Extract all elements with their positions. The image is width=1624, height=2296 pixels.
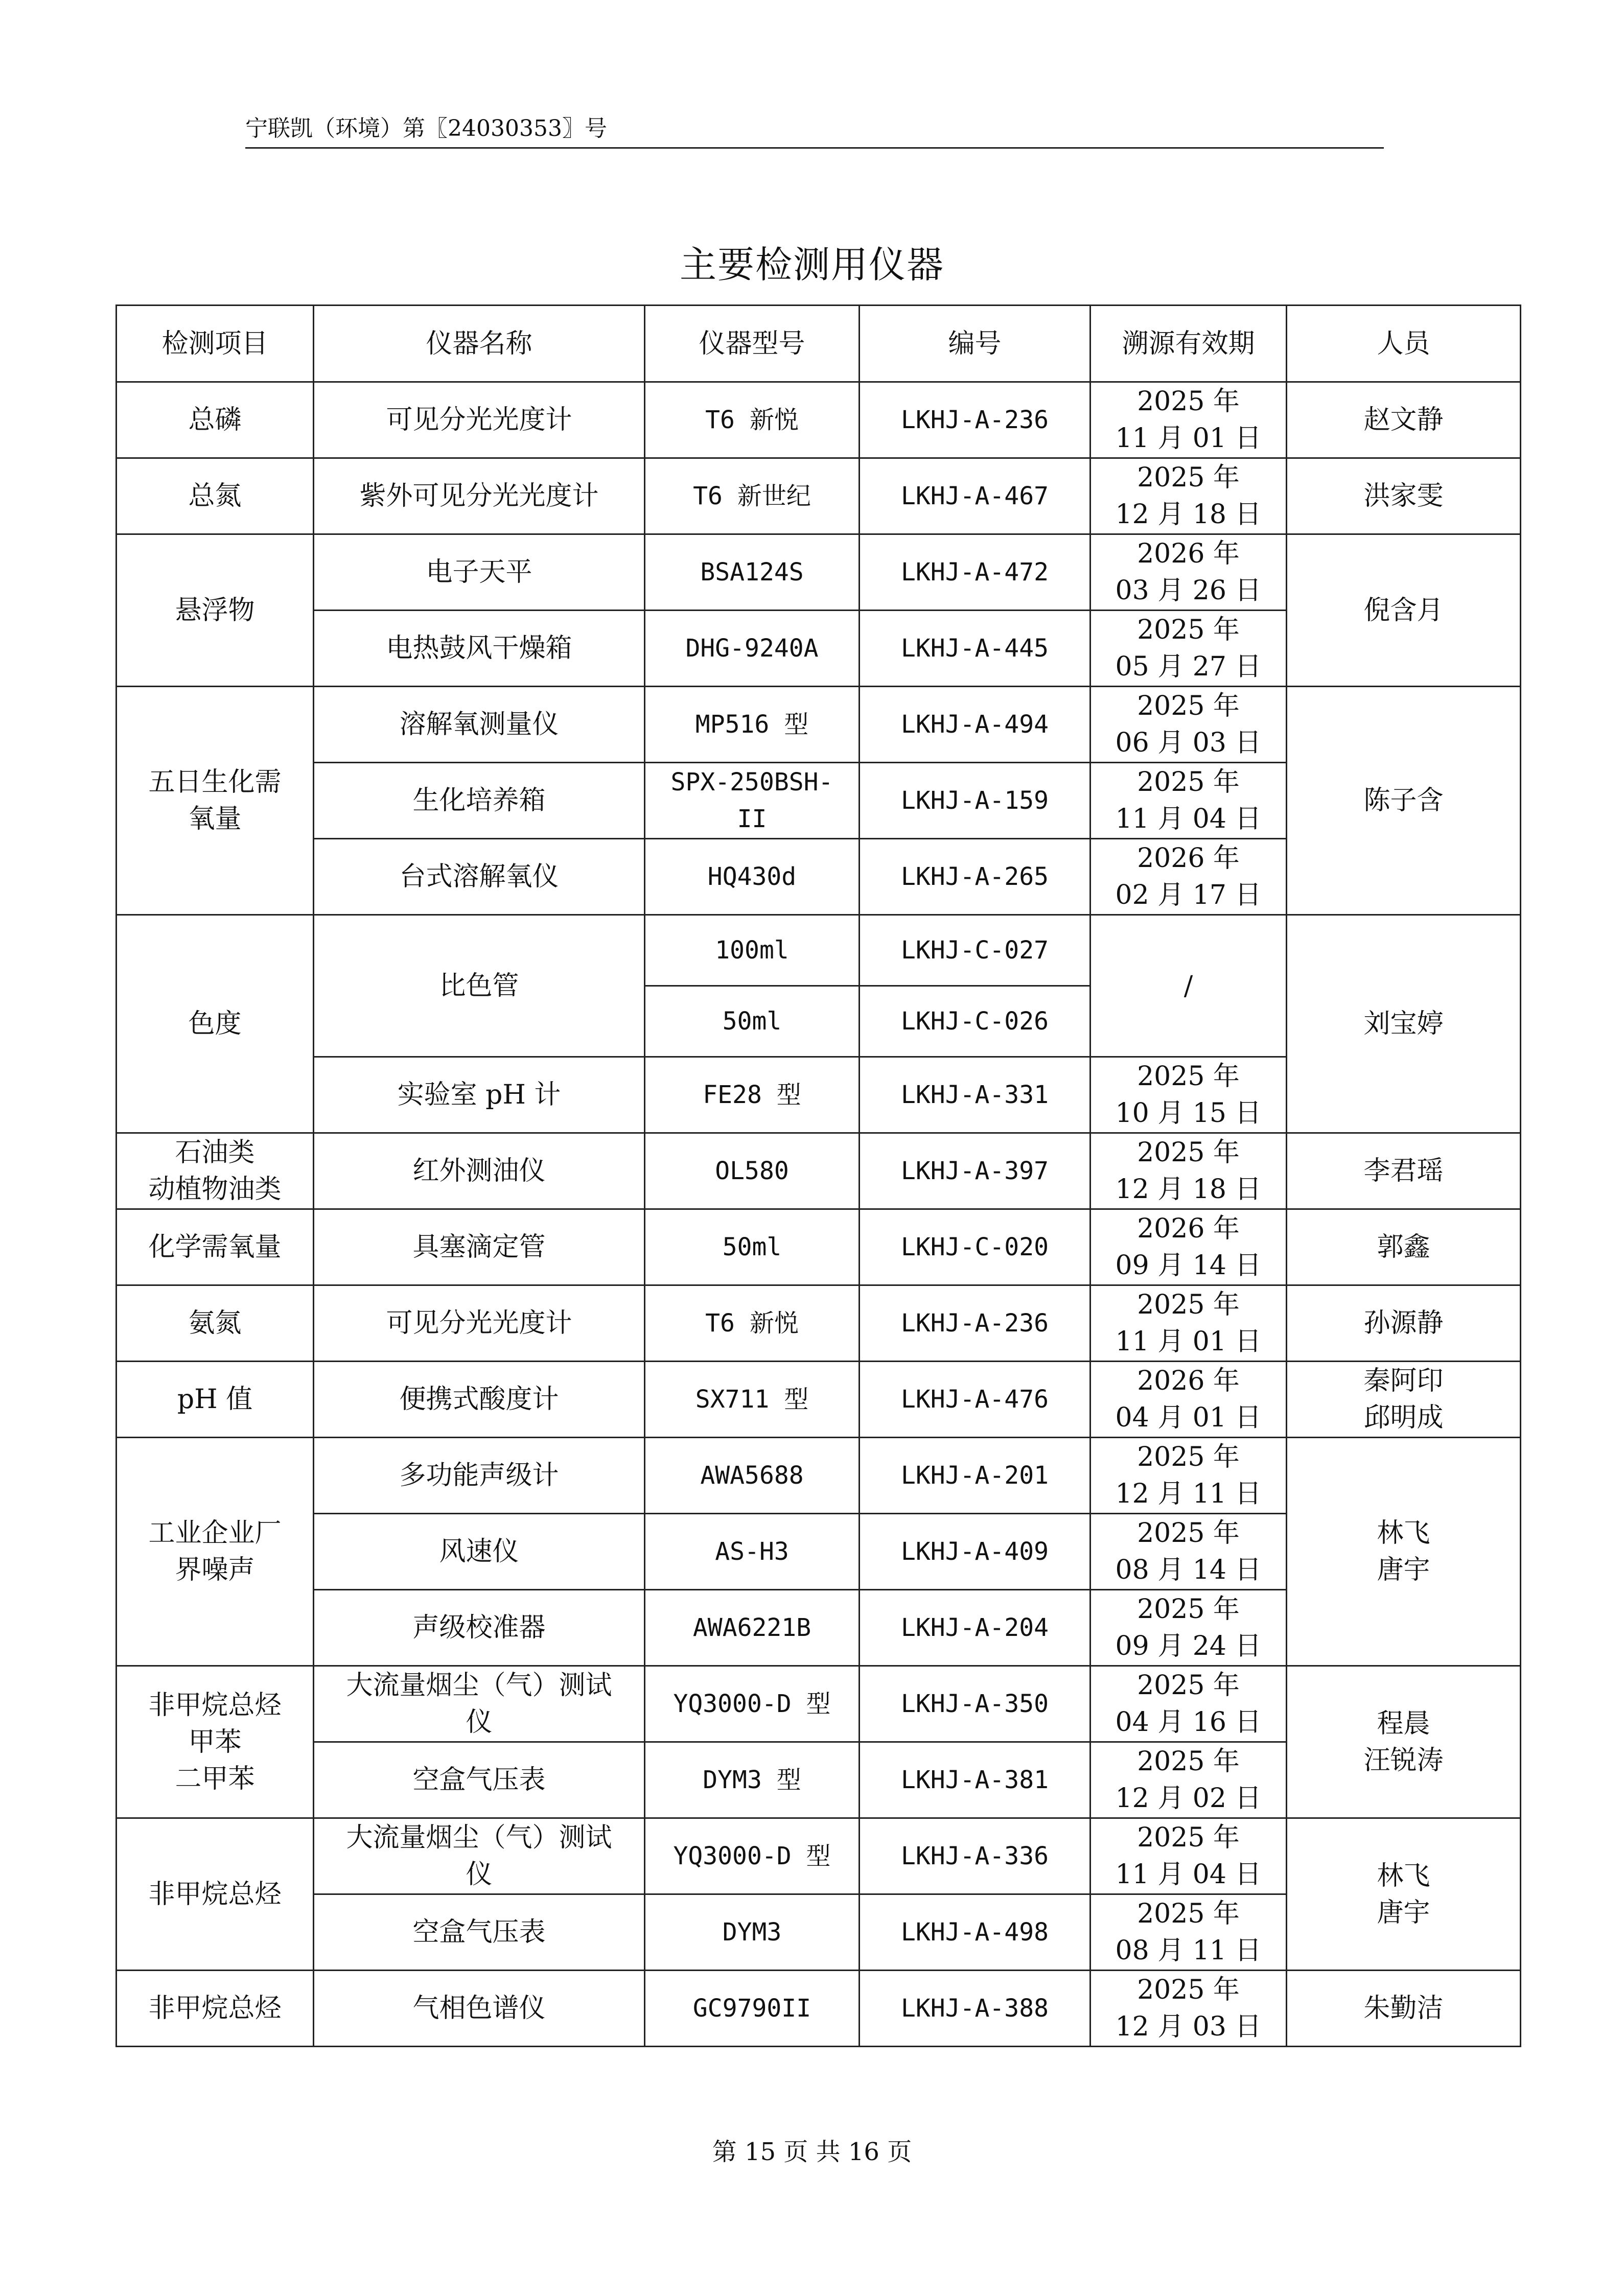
instrument-model-cell-line: DYM3 型 bbox=[703, 1766, 801, 1794]
instrument-model-cell-line: DHG-9240A bbox=[685, 634, 819, 663]
instrument-model-cell bbox=[645, 1514, 860, 1590]
validity-cell bbox=[1091, 915, 1287, 1057]
validity-cell-line: 04 月 01 日 bbox=[1115, 1402, 1262, 1433]
validity-cell-line: 12 月 18 日 bbox=[1115, 499, 1262, 530]
table-row bbox=[117, 1133, 1521, 1209]
test-item-cell-line: 动植物油类 bbox=[148, 1174, 282, 1205]
validity-cell bbox=[1091, 1362, 1287, 1438]
instrument-name-cell-line: 风速仪 bbox=[439, 1536, 519, 1567]
validity-cell-line: 11 月 01 日 bbox=[1115, 423, 1262, 454]
test-item-cell bbox=[117, 1133, 314, 1209]
instrument-name-cell bbox=[314, 1590, 645, 1666]
validity-cell-line: 08 月 11 日 bbox=[1115, 1935, 1262, 1966]
validity-cell bbox=[1091, 382, 1287, 458]
instrument-name-cell-line: 台式溶解氧仪 bbox=[399, 861, 559, 892]
instrument-model-cell-line: T6 新世纪 bbox=[693, 482, 811, 510]
test-item-cell bbox=[117, 534, 314, 687]
validity-cell-line: 2025 年 bbox=[1137, 1442, 1240, 1472]
test-item-cell bbox=[117, 1285, 314, 1362]
personnel-cell-line: 郭鑫 bbox=[1377, 1232, 1430, 1262]
personnel-cell-line: 李君瑶 bbox=[1363, 1156, 1444, 1186]
validity-cell-line: 12 月 03 日 bbox=[1115, 2011, 1262, 2042]
page-number-label: 第 15 页 共 16 页 bbox=[712, 2138, 912, 2166]
instrument-code-cell-line: LKHJ-A-350 bbox=[901, 1690, 1049, 1718]
instrument-model-cell-line: T6 新悦 bbox=[705, 1309, 799, 1338]
validity-cell-line: 10 月 15 日 bbox=[1115, 1098, 1262, 1129]
test-item-cell-line: 总氮 bbox=[188, 481, 242, 511]
instrument-name-cell-line: 实验室 pH 计 bbox=[397, 1080, 561, 1110]
instrument-model-cell-line: DYM3 bbox=[722, 1918, 782, 1947]
test-item-cell bbox=[117, 1666, 314, 1818]
personnel-cell-line: 孙源静 bbox=[1363, 1308, 1444, 1339]
instrument-model-cell bbox=[645, 1590, 860, 1666]
validity-cell bbox=[1091, 1057, 1287, 1133]
test-item-cell-line: 总磷 bbox=[188, 405, 242, 435]
test-item-cell bbox=[117, 1438, 314, 1666]
test-item-cell-line: 氧量 bbox=[188, 804, 242, 834]
validity-cell bbox=[1091, 1514, 1287, 1590]
column-header: 溯源有效期 bbox=[1091, 306, 1287, 382]
table-row bbox=[117, 915, 1521, 986]
instrument-code-cell bbox=[860, 1818, 1091, 1894]
test-item-cell bbox=[117, 687, 314, 915]
validity-cell-line: 2025 年 bbox=[1137, 1670, 1240, 1701]
instrument-name-cell-line: 大流量烟尘（气）测试 bbox=[346, 1822, 612, 1853]
document-reference: 宁联凯（环境）第〖24030353〗号 bbox=[245, 115, 607, 142]
test-item-cell-line: 化学需氧量 bbox=[148, 1232, 282, 1262]
instrument-code-cell-line: LKHJ-A-236 bbox=[901, 406, 1049, 434]
column-header: 检测项目 bbox=[117, 306, 314, 382]
test-item-cell bbox=[117, 458, 314, 534]
instrument-name-cell-line: 便携式酸度计 bbox=[399, 1384, 559, 1415]
validity-cell-line: 12 月 02 日 bbox=[1115, 1783, 1262, 1814]
instrument-code-cell-line: LKHJ-A-204 bbox=[901, 1613, 1049, 1642]
instrument-name-cell-line: 声级校准器 bbox=[412, 1612, 546, 1643]
instrument-model-cell-line: BSA124S bbox=[700, 558, 804, 587]
table-row bbox=[117, 382, 1521, 458]
instrument-name-cell-line: 空盒气压表 bbox=[412, 1917, 546, 1948]
instrument-model-cell bbox=[645, 534, 860, 611]
table-row bbox=[117, 1818, 1521, 1894]
column-header: 人员 bbox=[1287, 306, 1521, 382]
personnel-cell-line: 赵文静 bbox=[1363, 405, 1444, 435]
table-header-row bbox=[117, 306, 1521, 382]
instrument-model-cell-line: HQ430d bbox=[707, 862, 797, 891]
instrument-code-cell bbox=[860, 1894, 1091, 1971]
instrument-code-cell bbox=[860, 1362, 1091, 1438]
validity-cell bbox=[1091, 534, 1287, 611]
instrument-name-cell-line: 仪 bbox=[466, 1859, 493, 1890]
instrument-name-cell bbox=[314, 1742, 645, 1818]
instrument-name-cell-line: 大流量烟尘（气）测试 bbox=[346, 1670, 612, 1701]
instrument-code-cell-line: LKHJ-A-397 bbox=[901, 1157, 1049, 1185]
instrument-code-cell bbox=[860, 611, 1091, 687]
instrument-code-cell bbox=[860, 1209, 1091, 1285]
personnel-cell-line: 程晨 bbox=[1377, 1708, 1430, 1739]
instrument-code-cell-line: LKHJ-A-409 bbox=[901, 1537, 1049, 1566]
instrument-code-cell bbox=[860, 915, 1091, 986]
instrument-model-cell bbox=[645, 1209, 860, 1285]
validity-cell-line: 2025 年 bbox=[1137, 1822, 1240, 1853]
personnel-cell bbox=[1287, 1666, 1521, 1818]
instrument-code-cell-line: LKHJ-A-381 bbox=[901, 1766, 1049, 1794]
validity-cell-line: 2025 年 bbox=[1137, 1518, 1240, 1549]
instrument-model-cell-line: SPX-250BSH- bbox=[670, 768, 833, 796]
instrument-name-cell bbox=[314, 1209, 645, 1285]
personnel-cell bbox=[1287, 1818, 1521, 1971]
personnel-cell bbox=[1287, 458, 1521, 534]
instrument-name-cell bbox=[314, 1971, 645, 2047]
table-row bbox=[117, 1438, 1521, 1514]
validity-cell-line: 2025 年 bbox=[1137, 462, 1240, 493]
validity-cell-line: / bbox=[1184, 970, 1193, 1001]
test-item-cell-line: 二甲苯 bbox=[175, 1763, 255, 1794]
validity-cell-line: 11 月 04 日 bbox=[1115, 804, 1262, 834]
validity-cell-line: 05 月 27 日 bbox=[1115, 651, 1262, 682]
page-title: 主要检测用仪器 bbox=[679, 243, 944, 286]
instrument-code-cell bbox=[860, 763, 1091, 839]
instrument-name-cell bbox=[314, 1133, 645, 1209]
instrument-name-cell-line: 可见分光光度计 bbox=[386, 405, 572, 435]
instrument-table bbox=[115, 304, 1521, 2047]
instrument-model-cell-line: 50ml bbox=[722, 1007, 782, 1036]
validity-cell bbox=[1091, 763, 1287, 839]
validity-cell-line: 09 月 14 日 bbox=[1115, 1250, 1262, 1281]
table-row bbox=[117, 1209, 1521, 1285]
validity-cell-line: 2025 年 bbox=[1137, 1899, 1240, 1929]
instrument-code-cell bbox=[860, 1666, 1091, 1742]
table-row bbox=[117, 1971, 1521, 2047]
test-item-cell-line: 石油类 bbox=[175, 1137, 255, 1168]
test-item-cell bbox=[117, 382, 314, 458]
instrument-code-cell-line: LKHJ-C-027 bbox=[901, 936, 1049, 965]
instrument-code-cell bbox=[860, 1971, 1091, 2047]
instrument-code-cell bbox=[860, 1742, 1091, 1818]
instrument-model-cell bbox=[645, 839, 860, 915]
personnel-cell-line: 林飞 bbox=[1377, 1860, 1430, 1891]
personnel-cell bbox=[1287, 1285, 1521, 1362]
validity-cell-line: 2026 年 bbox=[1137, 1213, 1240, 1244]
instrument-model-cell-line: AWA6221B bbox=[692, 1613, 811, 1642]
validity-cell bbox=[1091, 1894, 1287, 1971]
test-item-cell bbox=[117, 1362, 314, 1438]
instrument-code-cell-line: LKHJ-A-388 bbox=[901, 1994, 1049, 2023]
validity-cell-line: 2026 年 bbox=[1137, 538, 1240, 569]
instrument-name-cell bbox=[314, 1285, 645, 1362]
test-item-cell bbox=[117, 915, 314, 1133]
instrument-name-cell-line: 紫外可见分光光度计 bbox=[359, 481, 599, 511]
table-row bbox=[117, 458, 1521, 534]
validity-cell-line: 2025 年 bbox=[1137, 1746, 1240, 1777]
instrument-model-cell-line: AWA5688 bbox=[700, 1461, 804, 1490]
instrument-code-cell-line: LKHJ-A-336 bbox=[901, 1842, 1049, 1870]
test-item-cell-line: 色度 bbox=[188, 1009, 242, 1039]
test-item-cell bbox=[117, 1209, 314, 1285]
instrument-code-cell bbox=[860, 534, 1091, 611]
instrument-model-cell bbox=[645, 458, 860, 534]
validity-cell bbox=[1091, 611, 1287, 687]
instrument-model-cell-line: II bbox=[737, 805, 767, 833]
personnel-cell-line: 唐宇 bbox=[1377, 1897, 1430, 1928]
column-header: 仪器型号 bbox=[645, 306, 860, 382]
instrument-code-cell bbox=[860, 382, 1091, 458]
instrument-code-cell-line: LKHJ-A-201 bbox=[901, 1461, 1049, 1490]
instrument-model-cell bbox=[645, 915, 860, 986]
test-item-cell bbox=[117, 1971, 314, 2047]
test-item-cell-line: 悬浮物 bbox=[175, 595, 255, 626]
validity-cell bbox=[1091, 458, 1287, 534]
validity-cell-line: 12 月 11 日 bbox=[1115, 1479, 1262, 1509]
instrument-code-cell-line: LKHJ-A-265 bbox=[901, 862, 1049, 891]
instrument-model-cell bbox=[645, 382, 860, 458]
instrument-code-cell-line: LKHJ-A-472 bbox=[901, 558, 1049, 587]
instrument-name-cell bbox=[314, 1894, 645, 1971]
instrument-code-cell-line: LKHJ-A-494 bbox=[901, 710, 1049, 739]
test-item-cell-line: 工业企业厂 bbox=[148, 1518, 282, 1549]
instrument-model-cell-line: SX711 型 bbox=[695, 1385, 809, 1414]
instrument-code-cell-line: LKHJ-A-498 bbox=[901, 1918, 1049, 1947]
instrument-code-cell bbox=[860, 1133, 1091, 1209]
personnel-cell bbox=[1287, 1362, 1521, 1438]
validity-cell-line: 09 月 24 日 bbox=[1115, 1631, 1262, 1661]
page-footer bbox=[0, 2137, 1624, 2167]
test-item-cell-line: pH 值 bbox=[177, 1384, 253, 1415]
instrument-name-cell bbox=[314, 611, 645, 687]
instrument-code-cell-line: LKHJ-A-445 bbox=[901, 634, 1049, 663]
test-item-cell-line: 非甲烷总烃 bbox=[148, 1879, 282, 1910]
instrument-code-cell bbox=[860, 458, 1091, 534]
instrument-model-cell-line: FE28 型 bbox=[703, 1081, 801, 1109]
instrument-name-cell bbox=[314, 382, 645, 458]
personnel-cell bbox=[1287, 1438, 1521, 1666]
validity-cell-line: 2025 年 bbox=[1137, 767, 1240, 798]
instrument-model-cell-line: 100ml bbox=[715, 936, 789, 965]
instrument-model-cell bbox=[645, 1818, 860, 1894]
instrument-model-cell-line: OL580 bbox=[715, 1157, 789, 1185]
instrument-code-cell-line: LKHJ-A-236 bbox=[901, 1309, 1049, 1338]
validity-cell-line: 2025 年 bbox=[1137, 1594, 1240, 1625]
instrument-name-cell bbox=[314, 763, 645, 839]
personnel-cell-line: 邱明成 bbox=[1363, 1402, 1444, 1433]
validity-cell-line: 2025 年 bbox=[1137, 1061, 1240, 1092]
instrument-model-cell bbox=[645, 1742, 860, 1818]
personnel-cell-line: 秦阿印 bbox=[1363, 1366, 1444, 1396]
instrument-model-cell-line: T6 新悦 bbox=[705, 406, 799, 434]
instrument-code-cell-line: LKHJ-A-467 bbox=[901, 482, 1049, 510]
instrument-model-cell bbox=[645, 1133, 860, 1209]
personnel-cell-line: 洪家雯 bbox=[1363, 481, 1444, 511]
table-row bbox=[117, 534, 1521, 611]
instrument-name-cell bbox=[314, 915, 645, 1057]
validity-cell-line: 03 月 26 日 bbox=[1115, 575, 1262, 606]
instrument-name-cell bbox=[314, 1057, 645, 1133]
instrument-model-cell-line: MP516 型 bbox=[695, 710, 809, 739]
document-reference-header bbox=[245, 113, 1384, 149]
instrument-name-cell-line: 仪 bbox=[466, 1707, 493, 1738]
instrument-model-cell bbox=[645, 1285, 860, 1362]
instrument-name-cell-line: 具塞滴定管 bbox=[412, 1232, 546, 1262]
instrument-model-cell-line: GC9790II bbox=[692, 1994, 811, 2023]
validity-cell-line: 11 月 04 日 bbox=[1115, 1859, 1262, 1890]
instrument-name-cell bbox=[314, 1438, 645, 1514]
instrument-code-cell bbox=[860, 687, 1091, 763]
test-item-cell bbox=[117, 1818, 314, 1971]
validity-cell bbox=[1091, 1209, 1287, 1285]
table-row bbox=[117, 687, 1521, 763]
instrument-name-cell bbox=[314, 1362, 645, 1438]
instrument-name-cell bbox=[314, 1514, 645, 1590]
column-header: 仪器名称 bbox=[314, 306, 645, 382]
instrument-code-cell bbox=[860, 1514, 1091, 1590]
personnel-cell-line: 唐宇 bbox=[1377, 1555, 1430, 1585]
instrument-model-cell bbox=[645, 1362, 860, 1438]
instrument-name-cell-line: 生化培养箱 bbox=[412, 785, 546, 816]
validity-cell-line: 2025 年 bbox=[1137, 386, 1240, 417]
test-item-cell-line: 界噪声 bbox=[175, 1555, 255, 1585]
table-row bbox=[117, 1666, 1521, 1742]
instrument-name-cell-line: 可见分光光度计 bbox=[386, 1308, 572, 1339]
instrument-model-cell bbox=[645, 687, 860, 763]
personnel-cell-line: 刘宝婷 bbox=[1363, 1009, 1444, 1039]
validity-cell bbox=[1091, 1818, 1287, 1894]
instrument-model-cell bbox=[645, 763, 860, 839]
instrument-name-cell-line: 比色管 bbox=[439, 970, 519, 1001]
instrument-name-cell-line: 空盒气压表 bbox=[412, 1765, 546, 1795]
table-row bbox=[117, 1362, 1521, 1438]
validity-cell-line: 2026 年 bbox=[1137, 843, 1240, 874]
instrument-name-cell-line: 溶解氧测量仪 bbox=[399, 709, 559, 740]
personnel-cell bbox=[1287, 687, 1521, 915]
instrument-name-cell-line: 多功能声级计 bbox=[399, 1460, 559, 1491]
instrument-code-cell-line: LKHJ-A-159 bbox=[901, 786, 1049, 815]
instrument-name-cell bbox=[314, 1818, 645, 1894]
validity-cell bbox=[1091, 1742, 1287, 1818]
instrument-code-cell bbox=[860, 839, 1091, 915]
validity-cell-line: 11 月 01 日 bbox=[1115, 1326, 1262, 1357]
personnel-cell-line: 朱勤洁 bbox=[1363, 1993, 1444, 2024]
instrument-model-cell bbox=[645, 1894, 860, 1971]
personnel-cell-line: 陈子含 bbox=[1363, 785, 1444, 816]
validity-cell-line: 08 月 14 日 bbox=[1115, 1555, 1262, 1585]
instrument-name-cell bbox=[314, 1666, 645, 1742]
validity-cell bbox=[1091, 1285, 1287, 1362]
instrument-name-cell bbox=[314, 534, 645, 611]
instrument-code-cell-line: LKHJ-A-476 bbox=[901, 1385, 1049, 1414]
instrument-code-cell bbox=[860, 1590, 1091, 1666]
validity-cell bbox=[1091, 839, 1287, 915]
instrument-model-cell-line: YQ3000-D 型 bbox=[673, 1842, 831, 1870]
validity-cell-line: 2025 年 bbox=[1137, 615, 1240, 645]
instrument-name-cell bbox=[314, 839, 645, 915]
instrument-name-cell-line: 气相色谱仪 bbox=[412, 1993, 546, 2024]
instrument-code-cell bbox=[860, 986, 1091, 1057]
personnel-cell bbox=[1287, 1209, 1521, 1285]
validity-cell-line: 04 月 16 日 bbox=[1115, 1707, 1262, 1738]
validity-cell bbox=[1091, 1971, 1287, 2047]
instrument-name-cell-line: 红外测油仪 bbox=[412, 1156, 546, 1186]
personnel-cell bbox=[1287, 534, 1521, 687]
personnel-cell-line: 汪锐涛 bbox=[1363, 1745, 1444, 1776]
instrument-model-cell bbox=[645, 1971, 860, 2047]
instrument-code-cell bbox=[860, 1057, 1091, 1133]
table-row bbox=[117, 1285, 1521, 1362]
validity-cell-line: 2025 年 bbox=[1137, 1290, 1240, 1320]
validity-cell-line: 02 月 17 日 bbox=[1115, 880, 1262, 910]
instrument-code-cell bbox=[860, 1438, 1091, 1514]
validity-cell bbox=[1091, 1666, 1287, 1742]
instrument-name-cell-line: 电热鼓风干燥箱 bbox=[386, 633, 572, 664]
validity-cell bbox=[1091, 1438, 1287, 1514]
instrument-model-cell-line: 50ml bbox=[722, 1233, 782, 1261]
instrument-code-cell-line: LKHJ-C-026 bbox=[901, 1007, 1049, 1036]
validity-cell bbox=[1091, 1590, 1287, 1666]
column-header: 编号 bbox=[860, 306, 1091, 382]
validity-cell-line: 2025 年 bbox=[1137, 1975, 1240, 2005]
instrument-table-body bbox=[117, 306, 1521, 2047]
instrument-model-cell-line: AS-H3 bbox=[715, 1537, 789, 1566]
test-item-cell-line: 甲苯 bbox=[188, 1726, 242, 1758]
validity-cell bbox=[1091, 1133, 1287, 1209]
instrument-model-cell bbox=[645, 1438, 860, 1514]
test-item-cell-line: 五日生化需 bbox=[148, 767, 282, 798]
instrument-code-cell-line: LKHJ-C-020 bbox=[901, 1233, 1049, 1261]
test-item-cell-line: 氨氮 bbox=[188, 1308, 242, 1339]
test-item-cell-line: 非甲烷总烃 bbox=[148, 1993, 282, 2024]
instrument-name-cell-line: 电子天平 bbox=[426, 557, 532, 588]
personnel-cell bbox=[1287, 915, 1521, 1133]
validity-cell-line: 12 月 18 日 bbox=[1115, 1174, 1262, 1205]
instrument-code-cell-line: LKHJ-A-331 bbox=[901, 1081, 1049, 1109]
personnel-cell-line: 林飞 bbox=[1377, 1518, 1430, 1549]
instrument-model-cell bbox=[645, 986, 860, 1057]
instrument-name-cell bbox=[314, 687, 645, 763]
validity-cell-line: 2025 年 bbox=[1137, 691, 1240, 721]
validity-cell bbox=[1091, 687, 1287, 763]
personnel-cell-line: 倪含月 bbox=[1363, 595, 1444, 626]
validity-cell-line: 2026 年 bbox=[1137, 1366, 1240, 1396]
instrument-name-cell bbox=[314, 458, 645, 534]
validity-cell-line: 06 月 03 日 bbox=[1115, 728, 1262, 758]
personnel-cell bbox=[1287, 382, 1521, 458]
instrument-model-cell-line: YQ3000-D 型 bbox=[673, 1690, 831, 1718]
validity-cell-line: 2025 年 bbox=[1137, 1137, 1240, 1168]
instrument-model-cell bbox=[645, 1666, 860, 1742]
test-item-cell-line: 非甲烷总烃 bbox=[148, 1690, 282, 1721]
personnel-cell bbox=[1287, 1133, 1521, 1209]
instrument-model-cell bbox=[645, 1057, 860, 1133]
personnel-cell bbox=[1287, 1971, 1521, 2047]
instrument-code-cell bbox=[860, 1285, 1091, 1362]
instrument-model-cell bbox=[645, 611, 860, 687]
